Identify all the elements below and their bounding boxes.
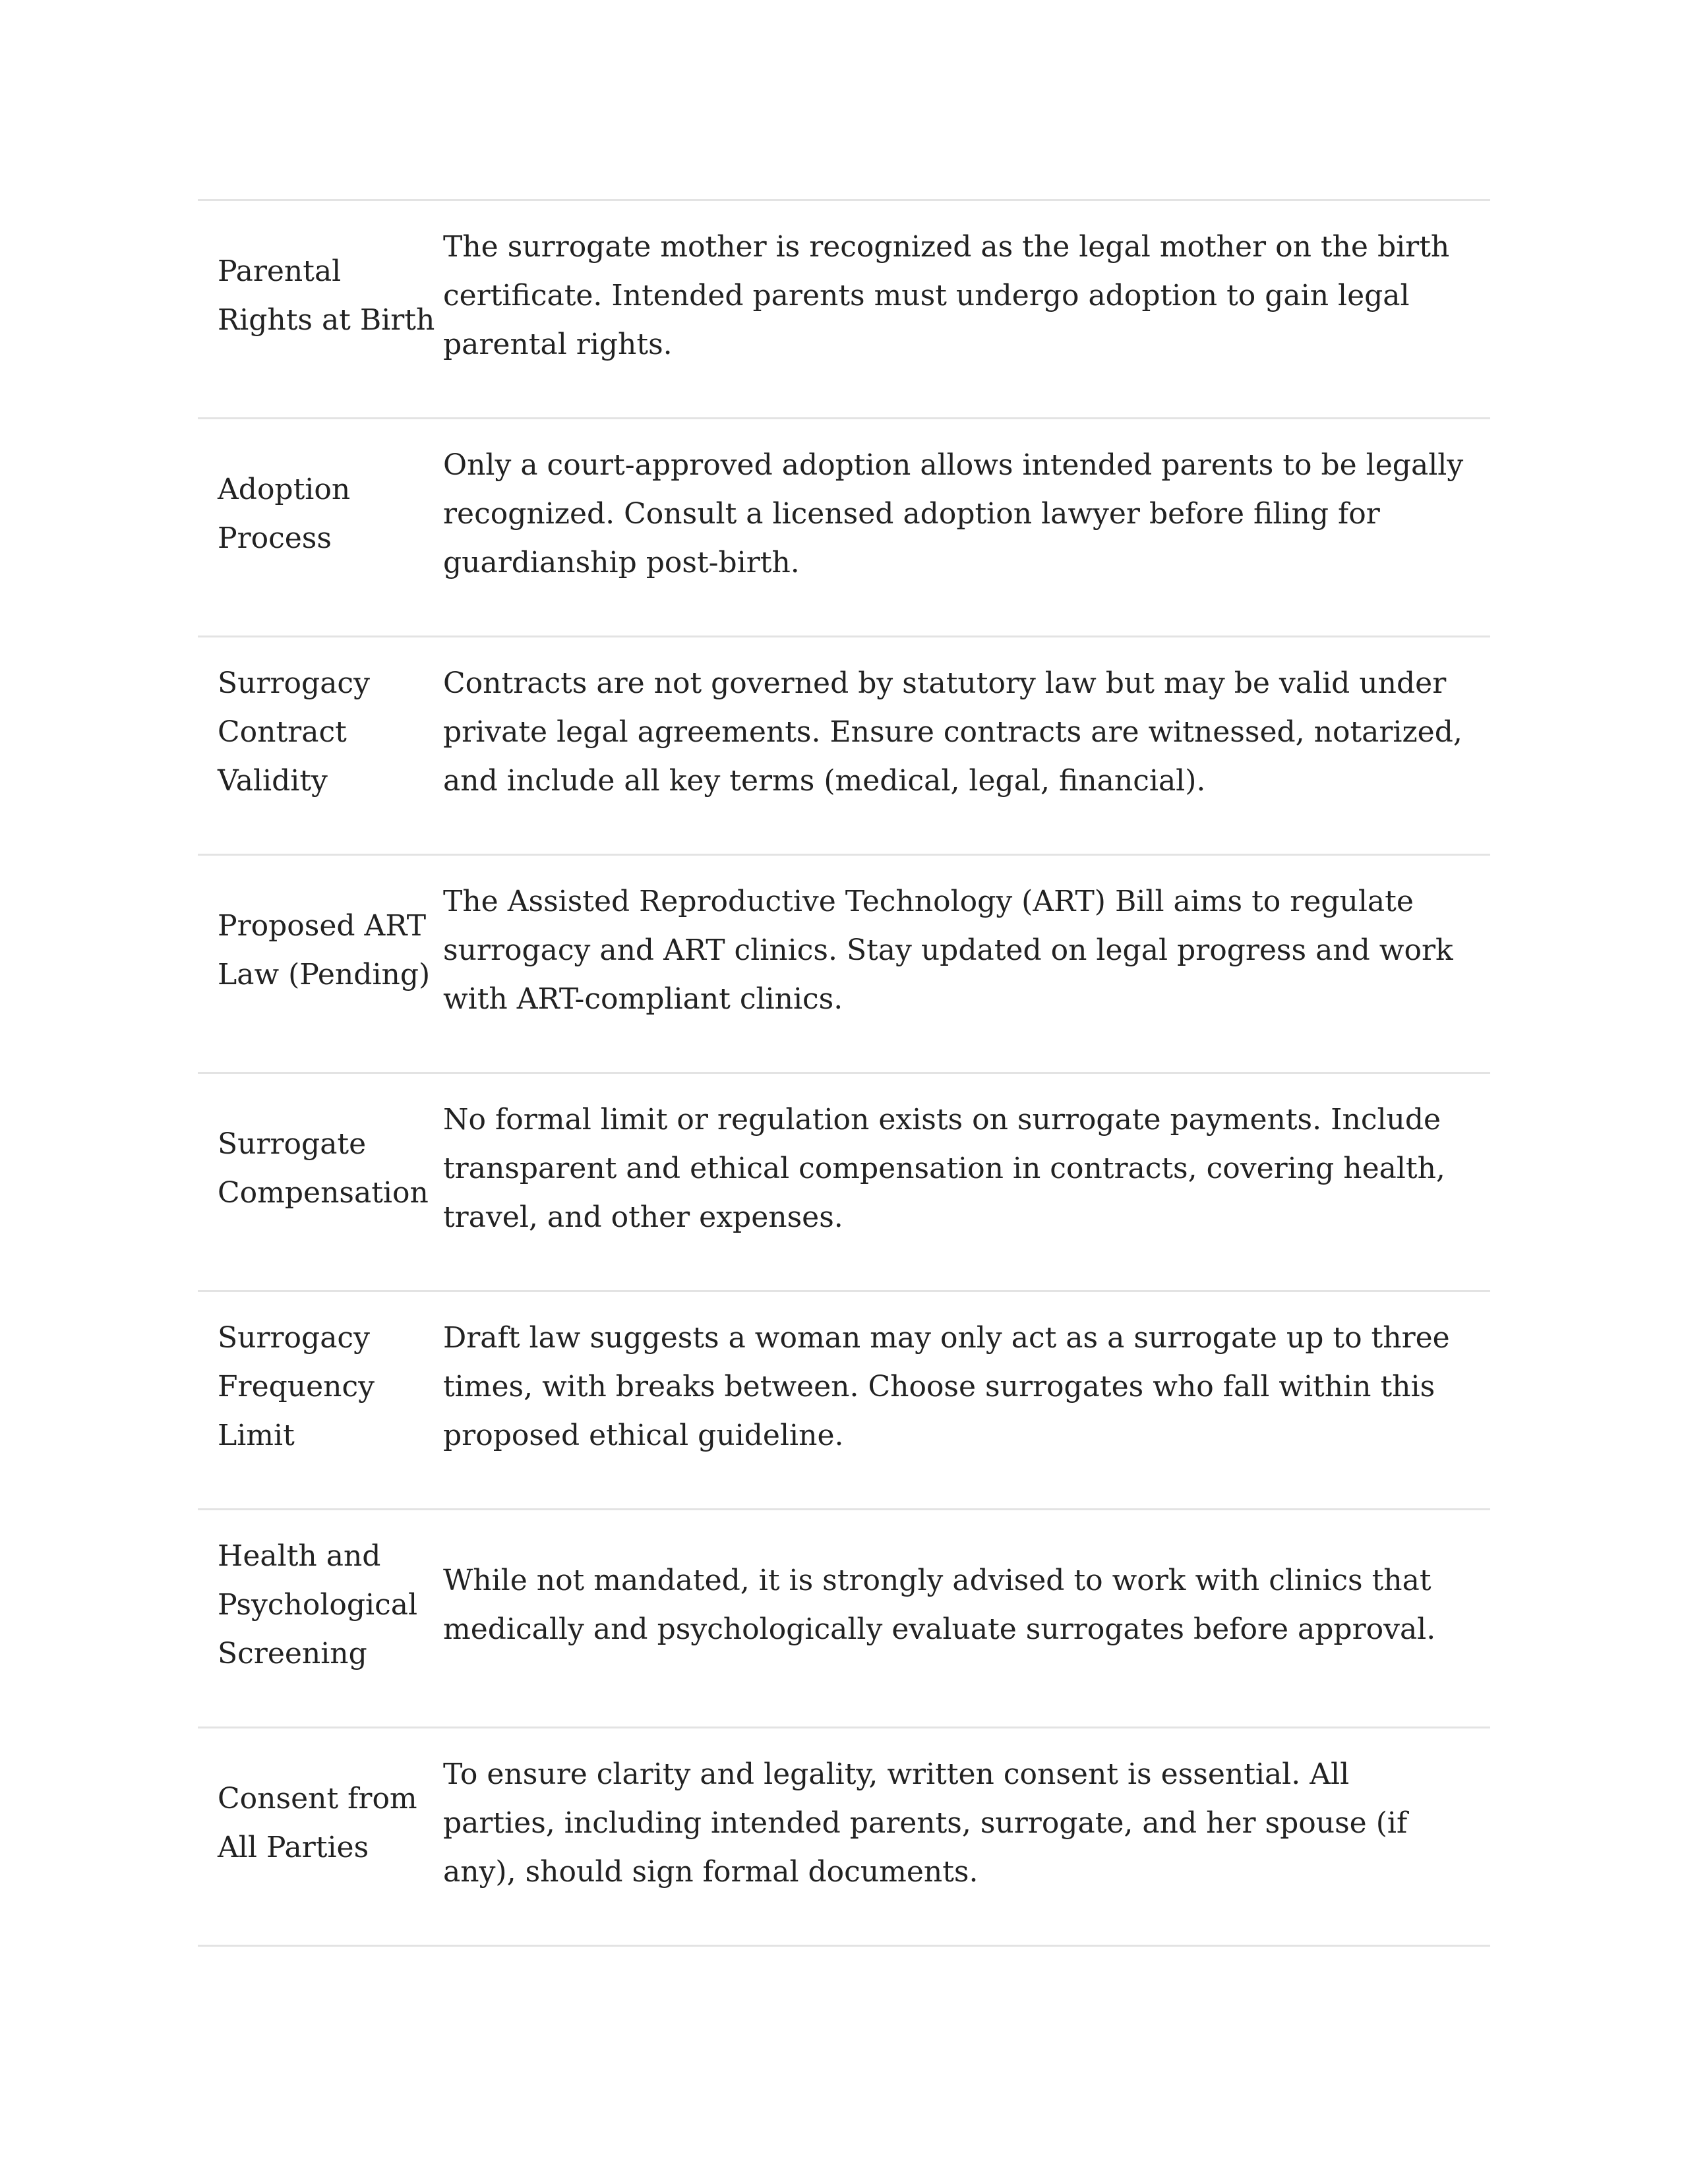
table-row: [198, 200, 1490, 419]
row-label: Surrogacy Frequency Limit: [218, 1321, 375, 1452]
row-label-cell: [198, 419, 443, 637]
row-label-cell: [198, 1291, 443, 1510]
row-description: To ensure clarity and legality, written consent is essential. All parties, including intended parents, surrogate, and her spouse (if any), should sign formal documents.: [443, 1757, 1408, 1889]
row-description-cell: [443, 1510, 1490, 1728]
row-description: While not mandated, it is strongly advised to work with clinics that medically and psychologically evaluate surrogates before approval.: [443, 1564, 1436, 1646]
row-label: Surrogate Compensation: [218, 1127, 429, 1210]
row-label: Proposed ART Law (Pending): [218, 909, 431, 991]
row-label-cell: [198, 200, 443, 419]
row-label-cell: [198, 637, 443, 855]
row-label: Consent from All Parties: [218, 1782, 417, 1864]
row-description: Draft law suggests a woman may only act as a surrogate up to three times, with breaks between. Choose surrogates who fall within this proposed ethical guideline.: [443, 1321, 1450, 1452]
row-description-cell: [443, 855, 1490, 1073]
row-description: No formal limit or regulation exists on surrogate payments. Include transparent and ethical compensation in contracts, covering health, travel, and other expenses.: [443, 1103, 1445, 1234]
table-row: [198, 637, 1490, 855]
row-label: Health and Psychological Screening: [218, 1539, 418, 1670]
row-label-cell: [198, 1510, 443, 1728]
row-label-cell: [198, 1728, 443, 1946]
table-row: [198, 1291, 1490, 1510]
table-row: [198, 419, 1490, 637]
row-description-cell: [443, 1291, 1490, 1510]
row-description-cell: [443, 1073, 1490, 1291]
table-row: [198, 1073, 1490, 1291]
table-row: [198, 1510, 1490, 1728]
row-description-cell: [443, 637, 1490, 855]
row-label: Parental Rights at Birth: [218, 254, 435, 337]
row-label: Adoption Process: [218, 473, 351, 555]
table-row: [198, 855, 1490, 1073]
row-description-cell: [443, 1728, 1490, 1946]
row-label-cell: [198, 1073, 443, 1291]
row-label-cell: [198, 855, 443, 1073]
table-row: [198, 1728, 1490, 1946]
row-description: The Assisted Reproductive Technology (ART) Bill aims to regulate surrogacy and ART clinics. Stay updated on legal progress and work with ART-compliant clinics.: [443, 885, 1453, 1016]
row-description-cell: [443, 419, 1490, 637]
row-description-cell: [443, 200, 1490, 419]
row-description: The surrogate mother is recognized as the legal mother on the birth certificate. Intended parents must undergo adoption to gain legal parental rights.: [443, 230, 1450, 361]
legal-info-table: [198, 199, 1490, 1947]
row-label: Surrogacy Contract Validity: [218, 666, 370, 798]
row-description: Only a court-approved adoption allows intended parents to be legally recognized. Consult a licensed adoption lawyer before filing for guardianship post-birth.: [443, 448, 1464, 579]
row-description: Contracts are not governed by statutory law but may be valid under private legal agreements. Ensure contracts are witnessed, notarized, and include all key terms (medical, legal, financial).: [443, 666, 1462, 798]
